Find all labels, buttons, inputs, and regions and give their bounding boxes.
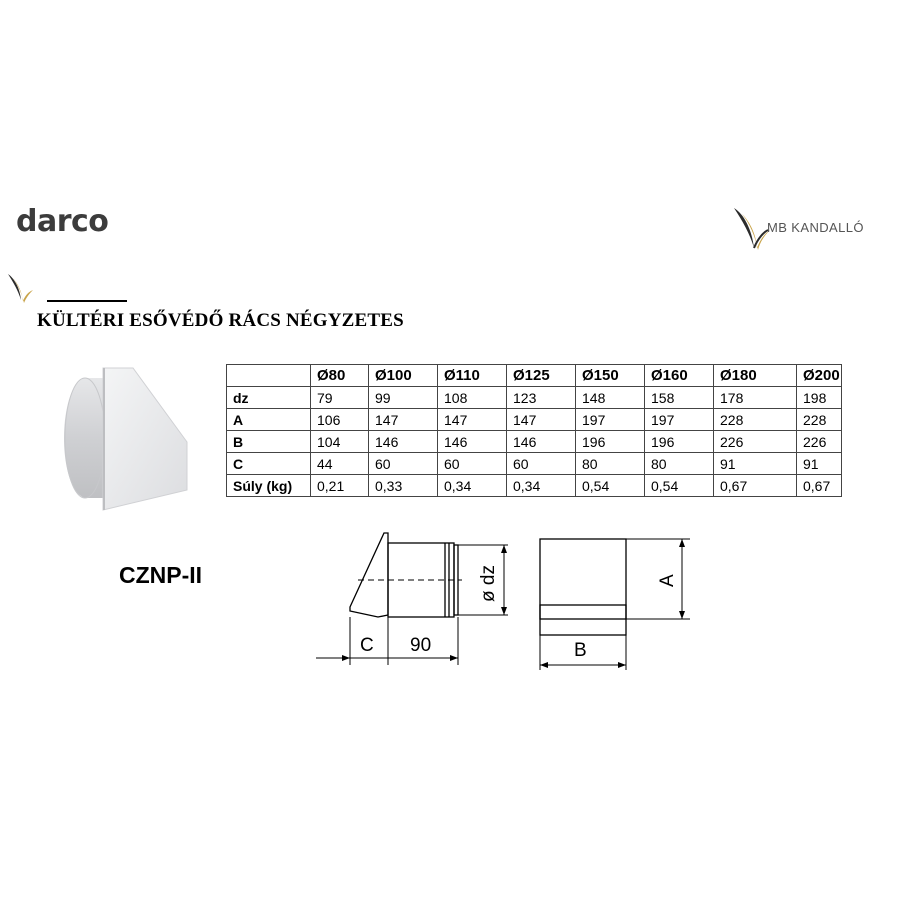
table-cell: 0,34 <box>438 475 507 497</box>
table-row <box>227 387 842 409</box>
table-cell: 197 <box>645 409 714 431</box>
table-cell: 147 <box>507 409 576 431</box>
table-header-cell: Ø160 <box>645 365 714 387</box>
table-header-row <box>227 365 842 387</box>
row-label: Súly (kg) <box>227 475 311 497</box>
table-cell: 146 <box>369 431 438 453</box>
table-cell: 178 <box>714 387 797 409</box>
mb-kandallo-logo <box>730 200 890 260</box>
table-header-cell: Ø200 <box>797 365 842 387</box>
row-label: dz <box>227 387 311 409</box>
table-cell: 80 <box>645 453 714 475</box>
table-cell: 226 <box>797 431 842 453</box>
table-cell: 91 <box>714 453 797 475</box>
table-cell: 146 <box>438 431 507 453</box>
dim-label-dz: ø dz <box>478 565 499 602</box>
table-row <box>227 453 842 475</box>
table-cell: 123 <box>507 387 576 409</box>
technical-drawing <box>312 525 702 675</box>
table-cell: 44 <box>311 453 369 475</box>
table-row <box>227 475 842 497</box>
table-cell: 146 <box>507 431 576 453</box>
table-cell: 158 <box>645 387 714 409</box>
model-name: CZNP-II <box>119 562 203 588</box>
table-cell: 104 <box>311 431 369 453</box>
dim-label-90: 90 <box>410 635 432 656</box>
small-swoosh-icon <box>6 270 46 308</box>
table-cell: 226 <box>714 431 797 453</box>
dim-label-a: A <box>657 574 678 587</box>
table-cell: 196 <box>645 431 714 453</box>
table-cell: 99 <box>369 387 438 409</box>
table-header-cell: Ø180 <box>714 365 797 387</box>
title-underline <box>47 300 127 302</box>
table-cell: 0,33 <box>369 475 438 497</box>
table-cell: 0,67 <box>797 475 842 497</box>
spec-table <box>226 364 842 497</box>
table-cell: 0,67 <box>714 475 797 497</box>
table-cell: 60 <box>507 453 576 475</box>
table-cell: 60 <box>438 453 507 475</box>
table-cell: 228 <box>797 409 842 431</box>
table-header-cell <box>227 365 311 387</box>
page-title: KÜLTÉRI ESŐVÉDŐ RÁCS NÉGYZETES <box>37 310 404 331</box>
table-cell: 148 <box>576 387 645 409</box>
table-header-cell: Ø110 <box>438 365 507 387</box>
table-header-cell: Ø150 <box>576 365 645 387</box>
darco-logo: darco <box>16 204 109 239</box>
table-row <box>227 409 842 431</box>
table-cell: 0,54 <box>645 475 714 497</box>
table-row <box>227 431 842 453</box>
table-cell: 80 <box>576 453 645 475</box>
table-cell: 79 <box>311 387 369 409</box>
table-cell: 0,21 <box>311 475 369 497</box>
dim-label-c: C <box>360 635 374 656</box>
product-image <box>55 360 195 520</box>
table-cell: 147 <box>369 409 438 431</box>
table-cell: 0,34 <box>507 475 576 497</box>
table-cell: 60 <box>369 453 438 475</box>
table-header-cell: Ø80 <box>311 365 369 387</box>
row-label: A <box>227 409 311 431</box>
table-cell: 108 <box>438 387 507 409</box>
table-cell: 198 <box>797 387 842 409</box>
table-cell: 0,54 <box>576 475 645 497</box>
row-label: B <box>227 431 311 453</box>
dim-label-b: B <box>574 640 587 661</box>
table-cell: 106 <box>311 409 369 431</box>
table-cell: 147 <box>438 409 507 431</box>
table-cell: 228 <box>714 409 797 431</box>
table-header-cell: Ø100 <box>369 365 438 387</box>
table-cell: 196 <box>576 431 645 453</box>
mb-kandallo-text: MB KANDALLÓ <box>767 220 864 235</box>
table-cell: 91 <box>797 453 842 475</box>
table-cell: 197 <box>576 409 645 431</box>
row-label: C <box>227 453 311 475</box>
table-header-cell: Ø125 <box>507 365 576 387</box>
